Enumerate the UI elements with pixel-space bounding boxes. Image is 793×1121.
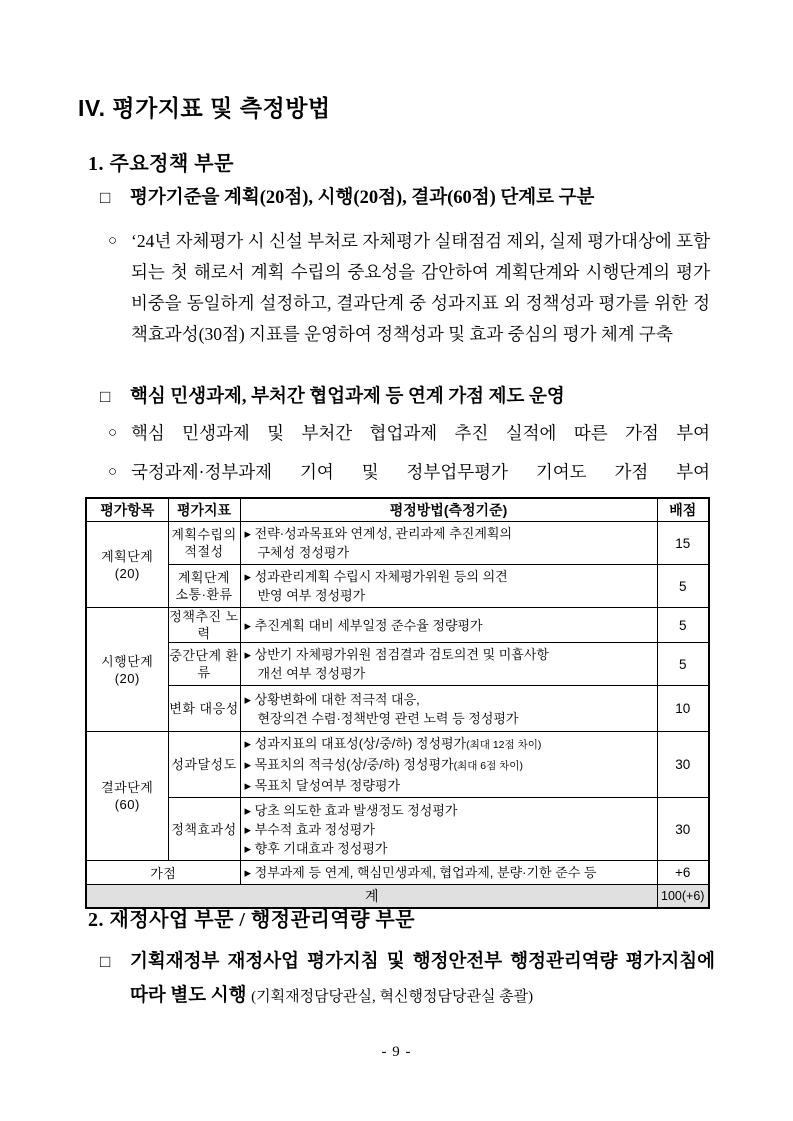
bonus-bullet-2 <box>108 460 710 485</box>
method-cell: ▸ 전략·성과목표와 연계성, 관리과제 추진계획의 구체성 정성평가 <box>240 522 657 565</box>
total-label: 계 <box>86 885 657 908</box>
bonus-bullet-2-text: 국정과제·정부과제 기여 및 정부업무평가 기여도 가점 부여 <box>131 462 710 482</box>
section1-heading: 1. 주요정책 부문 <box>88 153 234 175</box>
indicator-cell: 정책추진 노력 <box>169 609 239 641</box>
section2-heading: 2. 재정사업 부문 / 행정관리역량 부문 <box>88 909 416 931</box>
square-bullet-icon: □ <box>100 387 111 406</box>
group-plan-stage: 계획단계 (20) <box>86 522 168 608</box>
method-cell: ▸ 정부과제 등 연계, 핵심민생과제, 협업과제, 분량·기한 준수 등 <box>240 861 657 885</box>
page-number: - 9 - <box>381 1044 412 1060</box>
table-header-row <box>86 498 709 522</box>
circle-bullet-icon: ○ <box>108 464 118 480</box>
indicator-cell: 정책효과성 <box>168 798 240 861</box>
table-row <box>86 643 709 686</box>
method-cell: ▸ 상반기 자체평가위원 점검결과 검토의견 및 미흡사항 개선 여부 정성평가 <box>240 643 657 686</box>
bonus-bullet-1-text: 핵심 민생과제 및 부처간 협업과제 추진 실적에 따른 가점 부여 <box>131 423 710 443</box>
page-content <box>78 0 715 1121</box>
group-implementation-stage: 시행단계 (20) <box>86 608 168 732</box>
header-score: 배점 <box>657 498 709 522</box>
table-row <box>86 522 709 565</box>
bonus-label: 가점 <box>86 861 240 885</box>
indicator-cell: 성과달성도 <box>168 732 240 798</box>
header-eval-indicator: 평가지표 <box>168 498 240 522</box>
criteria-paragraph <box>108 226 710 350</box>
page-title: IV. 평가지표 및 측정방법 <box>78 95 331 121</box>
bonus-system-heading <box>100 385 715 410</box>
score-cell: 5 <box>657 608 709 643</box>
square-bullet-icon: □ <box>100 952 111 971</box>
bonus-system-heading-text: 핵심 민생과제, 부처간 협업과제 등 연계 가점 제도 운영 <box>130 387 565 407</box>
section2-item <box>100 945 715 1014</box>
table-row <box>86 732 709 798</box>
table-row <box>86 565 709 608</box>
score-cell: 5 <box>657 565 709 608</box>
indicator-cell: 변화 대응성 <box>168 686 240 732</box>
score-cell: 30 <box>657 798 709 861</box>
table-row <box>86 608 709 643</box>
indicator-cell: 계획수립의 적절성 <box>168 522 240 565</box>
bonus-row <box>86 861 709 885</box>
bonus-bullet-1 <box>108 421 710 446</box>
table-row <box>86 798 709 861</box>
criteria-heading <box>100 186 715 211</box>
header-eval-item: 평가항목 <box>86 498 168 522</box>
score-cell: 30 <box>657 732 709 798</box>
group-result-stage: 결과단계 (60) <box>86 732 168 861</box>
score-cell: 5 <box>657 643 709 686</box>
method-cell: ▸ 상황변화에 대한 적극적 대응, 현장의견 수렴·정책반영 관련 노력 등 정성평가 <box>240 686 657 732</box>
evaluation-table <box>85 497 710 909</box>
circle-bullet-icon: ○ <box>108 233 118 249</box>
score-cell: +6 <box>657 861 709 885</box>
table-row <box>86 686 709 732</box>
circle-bullet-icon: ○ <box>108 425 118 441</box>
section2-item-note: (기획재정담당관실, 혁신행정담당관실 총괄) <box>251 989 534 1005</box>
score-cell: 10 <box>657 686 709 732</box>
method-cell: ▸ 추진계획 대비 세부일정 준수율 정량평가 <box>240 608 657 643</box>
method-cell: ▸ 당초 의도한 효과 발생정도 정성평가 ▸ 부수적 효과 정성평가 ▸ 향후 기대효과 정성평가 <box>240 798 657 861</box>
method-cell: ▸ 성과관리계획 수립시 자체평가위원 등의 의견 반영 여부 정성평가 <box>240 565 657 608</box>
criteria-heading-text: 평가기준을 계획(20점), 시행(20점), 결과(60점) 단계로 구분 <box>130 188 595 208</box>
square-bullet-icon: □ <box>100 188 111 207</box>
header-eval-method: 평정방법(측정기준) <box>240 498 657 522</box>
section2-item-text: 기획재정부 재정사업 평가지침 및 행정안전부 행정관리역량 평가지침에 따라 별도 시행 (기획재정담당관실, 혁신행정담당관실 총괄) <box>130 952 715 1006</box>
method-cell: ▸ 성과지표의 대표성(상/중/하) 정성평가(최대 12점 차이) ▸ 목표치의 적극성(상/중/하) 정성평가(최대 6점 차이) ▸ 목표치 달성여부 정량평가 <box>240 732 657 798</box>
indicator-cell: 계획단계 소통·환류 <box>168 565 240 608</box>
indicator-cell: 중간단계 환류 <box>168 643 240 686</box>
total-score: 100(+6) <box>657 885 709 908</box>
score-cell: 15 <box>657 522 709 565</box>
criteria-paragraph-text: ‘24년 자체평가 시 신설 부처로 자체평가 실태점검 제외, 실제 평가대상에 포함되는 첫 해로서 계획 수립의 중요성을 감안하여 계획단계와 시행단계의 평가비중을 동일하게 설정하고, 결과단계 중 성과지표 외 정책성과 평가를 위한 정책효과성(30점) 지표를 운영하여 정책성과 및 효과 중심의 평가 체계 구축 <box>131 231 710 344</box>
